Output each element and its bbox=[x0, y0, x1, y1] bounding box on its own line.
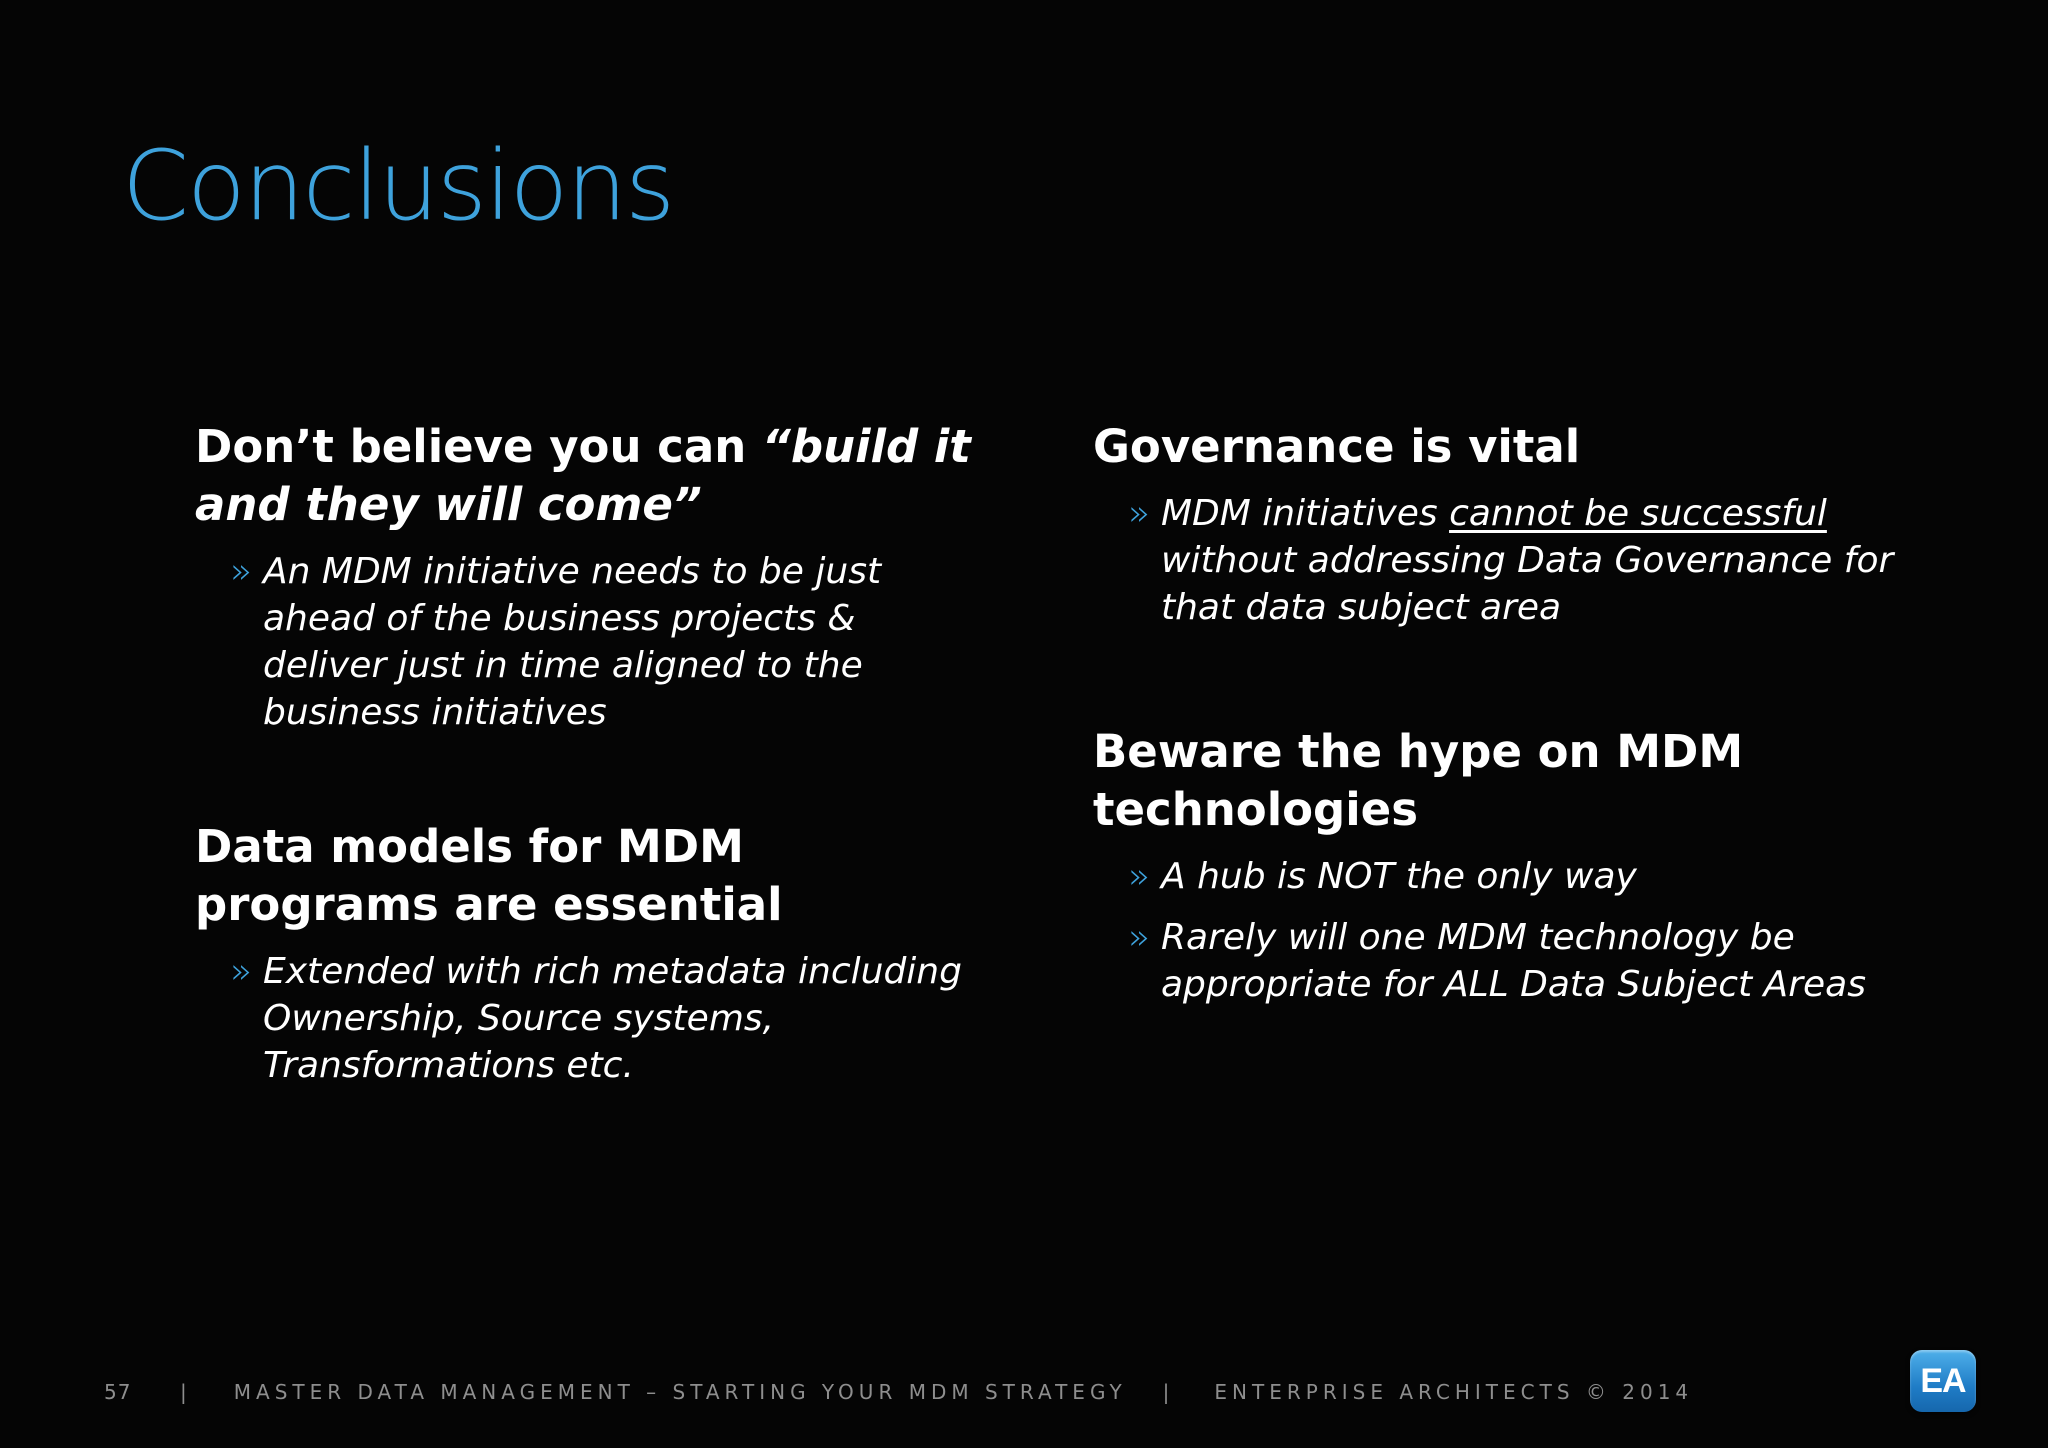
left-column bbox=[195, 418, 985, 1103]
bullet-text: An MDM initiative needs to be just ahead of the business projects & deliver just in time aligned to the business initiatives bbox=[263, 551, 882, 733]
footer bbox=[104, 1380, 1693, 1404]
page-number: 57 bbox=[104, 1380, 132, 1404]
copyright: ENTERPRISE ARCHITECTS © 2014 bbox=[1214, 1380, 1694, 1404]
bullet-text-part: without addressing Data Governance for that data subject area bbox=[1161, 540, 1894, 628]
bullet-text: A hub is NOT the only way bbox=[1161, 856, 1637, 897]
heading-part: Don’t believe you can bbox=[195, 420, 762, 473]
bullet-list bbox=[1093, 853, 1953, 1008]
section-heading: Data models for MDM programs are essential bbox=[195, 820, 783, 931]
section-heading: Beware the hype on MDM technologies bbox=[1093, 725, 1744, 836]
deck-title: MASTER DATA MANAGEMENT – STARTING YOUR MDM STRATEGY bbox=[233, 1380, 1127, 1404]
bullet-list bbox=[195, 548, 985, 736]
bullet-marker: » bbox=[1128, 493, 1151, 534]
ea-logo bbox=[1910, 1350, 1976, 1412]
bullet-marker: » bbox=[230, 951, 253, 992]
bullet-list bbox=[195, 948, 985, 1089]
bullet-text: Rarely will one MDM technology be appropriate for ALL Data Subject Areas bbox=[1161, 917, 1866, 1005]
heading-quote: “build it and they will come” bbox=[195, 420, 971, 531]
logo-text: EA bbox=[1920, 1361, 1966, 1400]
bullet-item bbox=[1093, 853, 1953, 900]
bullet-marker: » bbox=[1128, 917, 1151, 958]
footer-separator: | bbox=[1162, 1380, 1175, 1404]
right-column bbox=[1093, 418, 1953, 1022]
bullet-item bbox=[195, 948, 985, 1089]
bullet-underlined-text: cannot be successful bbox=[1449, 493, 1827, 534]
section-governance bbox=[1093, 418, 1953, 631]
bullet-item bbox=[195, 548, 985, 736]
bullet-item bbox=[1093, 914, 1953, 1008]
section-hype bbox=[1093, 723, 1953, 1008]
section-heading: Governance is vital bbox=[1093, 420, 1581, 473]
section-heading bbox=[195, 418, 985, 534]
bullet-list bbox=[1093, 490, 1953, 631]
bullet-marker: » bbox=[1128, 856, 1151, 897]
bullet-text: Extended with rich metadata including Ownership, Source systems, Transformations etc. bbox=[263, 951, 962, 1086]
bullet-marker: » bbox=[230, 551, 253, 592]
section-build-it bbox=[195, 418, 985, 736]
footer-separator: | bbox=[180, 1380, 192, 1404]
section-data-models bbox=[195, 818, 985, 1089]
slide-title: Conclusions bbox=[122, 130, 674, 242]
bullet-text-part: MDM initiatives bbox=[1161, 493, 1450, 534]
bullet-item bbox=[1093, 490, 1953, 631]
